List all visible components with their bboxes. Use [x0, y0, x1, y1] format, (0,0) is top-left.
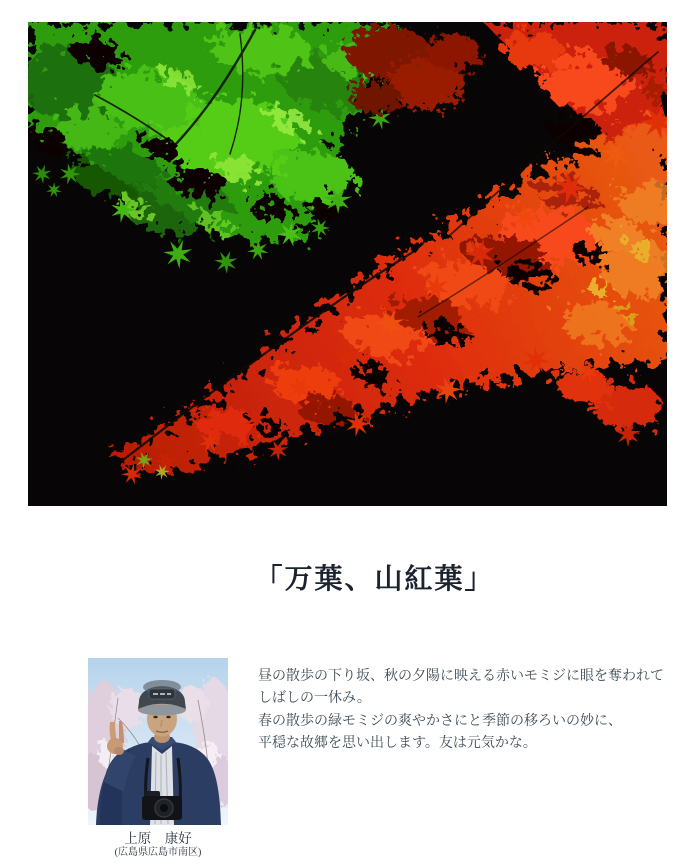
description-line: 昼の散歩の下り坂、秋の夕陽に映える赤いモミジに眼を奪われて [258, 669, 664, 684]
portrait-art [88, 658, 228, 825]
author-name: 上原 康好 [124, 831, 192, 846]
photographer-portrait [88, 658, 228, 825]
main-photo [28, 22, 667, 506]
description-line: 春の散歩の緑モミジの爽やかさにと季節の移ろいの妙に、 [258, 713, 622, 729]
description-line: しばしの一休み。 [258, 691, 371, 707]
photo-title: 「万葉、山紅葉」 [254, 564, 495, 595]
author-location: (広島県広島市南区) [114, 847, 202, 858]
photo-description [258, 666, 678, 756]
maple-photo-art [28, 22, 667, 506]
description-line: 平穏な故郷を思い出します。友は元気かな。 [258, 736, 537, 752]
